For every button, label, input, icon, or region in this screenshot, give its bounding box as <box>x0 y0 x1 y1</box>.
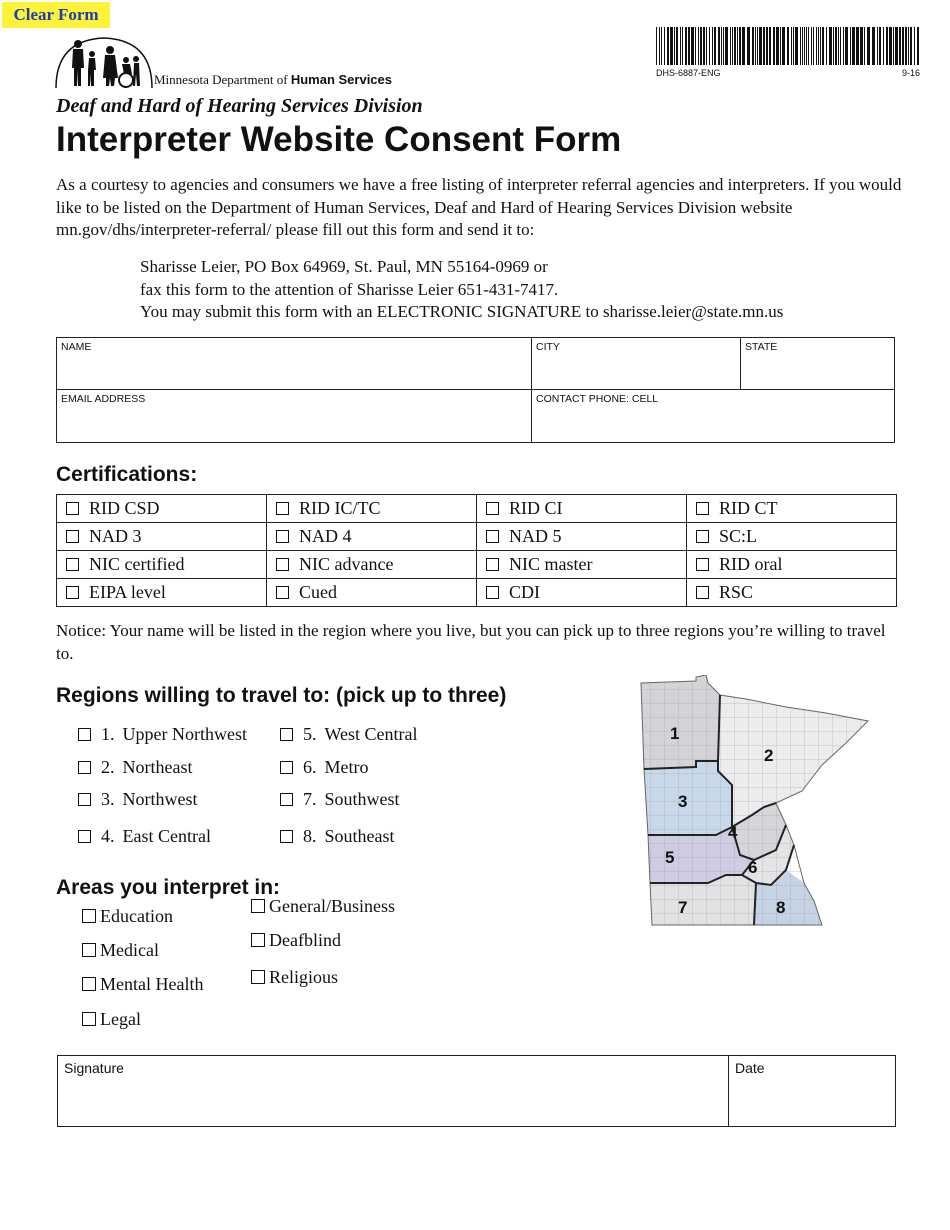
checkbox[interactable] <box>276 586 289 599</box>
region-option[interactable] <box>280 789 400 810</box>
checkbox[interactable] <box>486 502 499 515</box>
barcode-bar <box>664 27 665 65</box>
barcode-bar <box>808 27 809 65</box>
cert-option[interactable] <box>477 523 687 551</box>
region-option[interactable] <box>78 724 247 745</box>
barcode-bar <box>864 27 865 65</box>
checkbox[interactable] <box>66 530 79 543</box>
barcode-bar <box>826 27 827 65</box>
barcode-bar <box>902 27 904 65</box>
signature-table <box>57 1055 896 1127</box>
region-label: Northwest <box>122 789 198 809</box>
checkbox[interactable] <box>82 1012 96 1026</box>
barcode-bar <box>682 27 683 65</box>
cert-label: NAD 3 <box>89 526 142 546</box>
cert-label: RID CI <box>509 498 563 518</box>
barcode-bar <box>714 27 716 65</box>
dhs-logo <box>54 34 414 90</box>
barcode-bar <box>706 27 707 65</box>
cert-label: Cued <box>299 582 337 602</box>
checkbox[interactable] <box>486 586 499 599</box>
barcode-bar <box>737 27 738 65</box>
cert-label: EIPA level <box>89 582 166 602</box>
area-option[interactable] <box>82 940 159 961</box>
barcode-bar <box>811 27 812 65</box>
department-name <box>154 72 392 88</box>
barcode-bar <box>691 27 694 65</box>
checkbox[interactable] <box>280 793 293 806</box>
checkbox[interactable] <box>276 558 289 571</box>
state-label: STATE <box>745 341 778 353</box>
checkbox[interactable] <box>82 977 96 991</box>
checkbox[interactable] <box>276 530 289 543</box>
barcode-bar <box>742 27 745 65</box>
barcode-bar <box>879 27 881 65</box>
barcode-bar <box>791 27 792 65</box>
barcode-bar <box>659 27 660 65</box>
map-label: 7 <box>678 898 688 917</box>
map-label: 8 <box>776 898 786 917</box>
barcode-bar <box>700 27 702 65</box>
barcode-bar <box>667 27 669 65</box>
region-option[interactable] <box>78 789 198 810</box>
barcode-bar <box>822 27 824 65</box>
map-label: 6 <box>748 858 758 877</box>
region-label: Metro <box>324 757 369 777</box>
barcode-bar <box>752 27 754 65</box>
name-field[interactable] <box>57 338 532 390</box>
notice-text: Notice: Your name will be listed in the region where you live, but you can pick up to three regions you’re willing to travel to. <box>56 621 886 663</box>
checkbox[interactable] <box>696 530 709 543</box>
checkbox[interactable] <box>82 909 96 923</box>
checkbox[interactable] <box>276 502 289 515</box>
dept-prefix: Minnesota Department of <box>154 72 291 87</box>
checkbox[interactable] <box>696 586 709 599</box>
phone-label: CONTACT PHONE: CELL <box>536 393 659 405</box>
mailing-address <box>140 256 783 324</box>
barcode-bar <box>695 27 696 65</box>
regions-heading: Regions willing to travel to: (pick up to three) <box>56 684 507 707</box>
checkbox[interactable] <box>78 830 91 843</box>
region-option[interactable] <box>280 826 395 847</box>
region-label: Upper Northwest <box>122 724 247 744</box>
barcode-bar <box>787 27 789 65</box>
region-option[interactable] <box>280 724 418 745</box>
barcode-bar <box>712 27 713 65</box>
date-label: Date <box>735 1060 765 1076</box>
area-option[interactable] <box>82 1009 141 1030</box>
certifications-heading: Certifications: <box>56 463 198 486</box>
state-field[interactable] <box>741 338 895 390</box>
area-label: General/Business <box>269 896 395 916</box>
barcode-bar <box>883 27 884 65</box>
checkbox[interactable] <box>486 530 499 543</box>
barcode-bar <box>813 27 814 65</box>
region-label: Northeast <box>122 757 193 777</box>
barcode-bar <box>802 27 803 65</box>
area-label: Deafblind <box>269 930 341 950</box>
clear-form-button[interactable]: Clear Form <box>2 2 110 28</box>
region-option[interactable] <box>78 826 211 847</box>
cert-label: NIC certified <box>89 554 185 574</box>
cert-label: CDI <box>509 582 540 602</box>
cert-label: SC:L <box>719 526 758 546</box>
barcode-bar <box>670 27 673 65</box>
address-line: You may submit this form with an ELECTRONIC SIGNATURE to sharisse.leier@state.mn.us <box>140 302 784 321</box>
region-number: 3. <box>101 789 115 809</box>
checkbox[interactable] <box>251 899 265 913</box>
barcode-bar <box>917 27 919 65</box>
region-option[interactable] <box>78 757 192 778</box>
barcode-bar <box>734 27 736 65</box>
checkbox[interactable] <box>78 793 91 806</box>
contact-info-table <box>56 337 895 443</box>
cert-label: RID IC/TC <box>299 498 381 518</box>
barcode-bar <box>840 27 841 65</box>
area-label: Medical <box>100 940 159 960</box>
cert-option[interactable] <box>57 523 267 551</box>
region-option[interactable] <box>280 757 369 778</box>
cert-label: NIC advance <box>299 554 394 574</box>
form-code: DHS-6887-ENG <box>656 68 721 78</box>
barcode-bar <box>850 27 851 65</box>
signature-label: Signature <box>64 1060 124 1076</box>
barcode-bar <box>680 27 681 65</box>
barcode-bar <box>685 27 687 65</box>
cert-label: NAD 4 <box>299 526 352 546</box>
barcode-bar <box>721 27 722 65</box>
map-label: 5 <box>665 848 675 867</box>
barcode-bar <box>732 27 733 65</box>
family-silhouette-icon <box>54 34 154 90</box>
area-label: Mental Health <box>100 974 204 994</box>
checkbox[interactable] <box>280 830 293 843</box>
barcode-bar <box>820 27 821 65</box>
dept-name-bold: Human Services <box>290 72 392 87</box>
barcode-bar <box>739 27 741 65</box>
barcode-bar <box>780 27 781 65</box>
map-label: 1 <box>670 724 680 743</box>
barcode-bar <box>816 27 817 65</box>
barcode-bar <box>829 27 832 65</box>
barcode-bar <box>838 27 839 65</box>
barcode-bar <box>895 27 898 65</box>
cert-option[interactable] <box>57 551 267 579</box>
area-option[interactable] <box>251 896 395 917</box>
area-label: Education <box>100 906 173 926</box>
barcode-bar <box>763 27 765 65</box>
map-label: 2 <box>764 746 774 765</box>
cert-option[interactable] <box>687 551 897 579</box>
checkbox[interactable] <box>251 970 265 984</box>
cert-option[interactable] <box>267 523 477 551</box>
cert-option[interactable] <box>687 579 897 607</box>
barcode-bar <box>877 27 878 65</box>
checkbox[interactable] <box>280 728 293 741</box>
cert-label: RID CSD <box>89 498 160 518</box>
barcode-bar <box>860 27 863 65</box>
areas-heading: Areas you interpret in: <box>56 876 281 899</box>
barcode-bar <box>899 27 901 65</box>
barcode-bar <box>718 27 720 65</box>
barcode-bar <box>845 27 848 65</box>
area-option[interactable] <box>251 930 341 951</box>
barcode-bar <box>698 27 699 65</box>
checkbox[interactable] <box>696 558 709 571</box>
region-label: Southeast <box>324 826 395 846</box>
name-label: NAME <box>61 341 92 353</box>
barcode-bar <box>709 27 710 65</box>
form-date: 9-16 <box>902 68 921 78</box>
barcode-bar <box>886 27 888 65</box>
address-line: fax this form to the attention of Sharisse Leier 651-431-7417. <box>140 279 559 299</box>
barcode-bar <box>818 27 819 65</box>
region-number: 7. <box>303 789 317 809</box>
barcode-bar <box>833 27 834 65</box>
barcode-bar <box>661 27 662 65</box>
cert-option[interactable] <box>687 495 897 523</box>
barcode-bar <box>773 27 775 65</box>
cert-option[interactable] <box>267 551 477 579</box>
certifications-table <box>56 494 897 607</box>
checkbox[interactable] <box>78 761 91 774</box>
area-label: Legal <box>100 1009 141 1029</box>
division-name: Deaf and Hard of Hearing Services Division <box>56 95 423 117</box>
barcode-bar <box>905 27 907 65</box>
cert-option[interactable] <box>267 495 477 523</box>
barcode-bar <box>656 27 657 65</box>
city-label: CITY <box>536 341 560 353</box>
barcode-bar <box>759 27 762 65</box>
area-option[interactable] <box>251 967 338 988</box>
cert-label: RID CT <box>719 498 778 518</box>
barcode-bar <box>755 27 756 65</box>
barcode-bar <box>856 27 859 65</box>
cert-label: NAD 5 <box>509 526 562 546</box>
barcode-bar <box>776 27 779 65</box>
cert-option[interactable] <box>687 523 897 551</box>
cert-option[interactable] <box>267 579 477 607</box>
region-number: 6. <box>303 757 317 777</box>
page-title: Interpreter Website Consent Form <box>56 120 622 159</box>
checkbox[interactable] <box>66 586 79 599</box>
region-label: East Central <box>122 826 211 846</box>
barcode-bar <box>893 27 894 65</box>
region-label: Southwest <box>324 789 400 809</box>
cert-label: NIC master <box>509 554 593 574</box>
barcode <box>656 27 922 65</box>
barcode-bar <box>747 27 750 65</box>
barcode-bar <box>852 27 855 65</box>
region-number: 4. <box>101 826 115 846</box>
barcode-bar <box>674 27 675 65</box>
region-label: West Central <box>324 724 418 744</box>
map-label: 3 <box>678 792 688 811</box>
checkbox[interactable] <box>66 558 79 571</box>
cert-option[interactable] <box>477 495 687 523</box>
checkbox[interactable] <box>486 558 499 571</box>
barcode-bar <box>867 27 870 65</box>
barcode-bar <box>769 27 771 65</box>
checkbox[interactable] <box>66 502 79 515</box>
intro-paragraph: As a courtesy to agencies and consumers we have a free listing of interpreter referral agencies and interpreters. If you would like to be listed on the Department of Human Services, Deaf and Hard of Hearing Services Division website mn.gov/dhs/interpreter-referral/ please fill out this form and send it to: <box>56 175 902 239</box>
barcode-bar <box>843 27 844 65</box>
barcode-bar <box>835 27 837 65</box>
region-number: 2. <box>101 757 115 777</box>
barcode-bar <box>725 27 728 65</box>
barcode-bar <box>910 27 912 65</box>
checkbox[interactable] <box>78 728 91 741</box>
barcode-bar <box>703 27 705 65</box>
region-number: 1. <box>101 724 115 744</box>
barcode-bar <box>793 27 794 65</box>
area-option[interactable] <box>82 906 173 927</box>
cert-option[interactable] <box>57 579 267 607</box>
area-label: Religious <box>269 967 339 987</box>
cert-option[interactable] <box>477 579 687 607</box>
barcode-bar <box>908 27 909 65</box>
date-field[interactable] <box>729 1056 896 1127</box>
barcode-bar <box>757 27 758 65</box>
cert-label: RSC <box>719 582 754 602</box>
barcode-bar <box>688 27 690 65</box>
phone-field[interactable] <box>532 390 895 443</box>
checkbox[interactable] <box>82 943 96 957</box>
city-field[interactable] <box>532 338 741 390</box>
barcode-bar <box>795 27 798 65</box>
barcode-bar <box>889 27 892 65</box>
address-line: Sharisse Leier, PO Box 64969, St. Paul, MN 55164-0969 or <box>140 257 548 276</box>
map-label: 4 <box>728 823 738 842</box>
barcode-bar <box>800 27 801 65</box>
barcode-bar <box>806 27 807 65</box>
barcode-bar <box>676 27 678 65</box>
region-number: 5. <box>303 724 317 744</box>
area-option[interactable] <box>82 974 203 995</box>
cert-label: RID oral <box>719 554 783 574</box>
barcode-bar <box>730 27 731 65</box>
email-label: EMAIL ADDRESS <box>61 393 146 405</box>
barcode-bar <box>872 27 875 65</box>
cert-option[interactable] <box>477 551 687 579</box>
barcode-bar <box>914 27 915 65</box>
barcode-bar <box>782 27 785 65</box>
checkbox[interactable] <box>280 761 293 774</box>
email-field[interactable] <box>57 390 532 443</box>
signature-field[interactable] <box>58 1056 729 1127</box>
minnesota-regions-map <box>636 675 876 930</box>
barcode-bar <box>804 27 805 65</box>
region-number: 8. <box>303 826 317 846</box>
barcode-bar <box>723 27 724 65</box>
checkbox[interactable] <box>251 933 265 947</box>
barcode-bar <box>766 27 768 65</box>
checkbox[interactable] <box>696 502 709 515</box>
cert-option[interactable] <box>57 495 267 523</box>
